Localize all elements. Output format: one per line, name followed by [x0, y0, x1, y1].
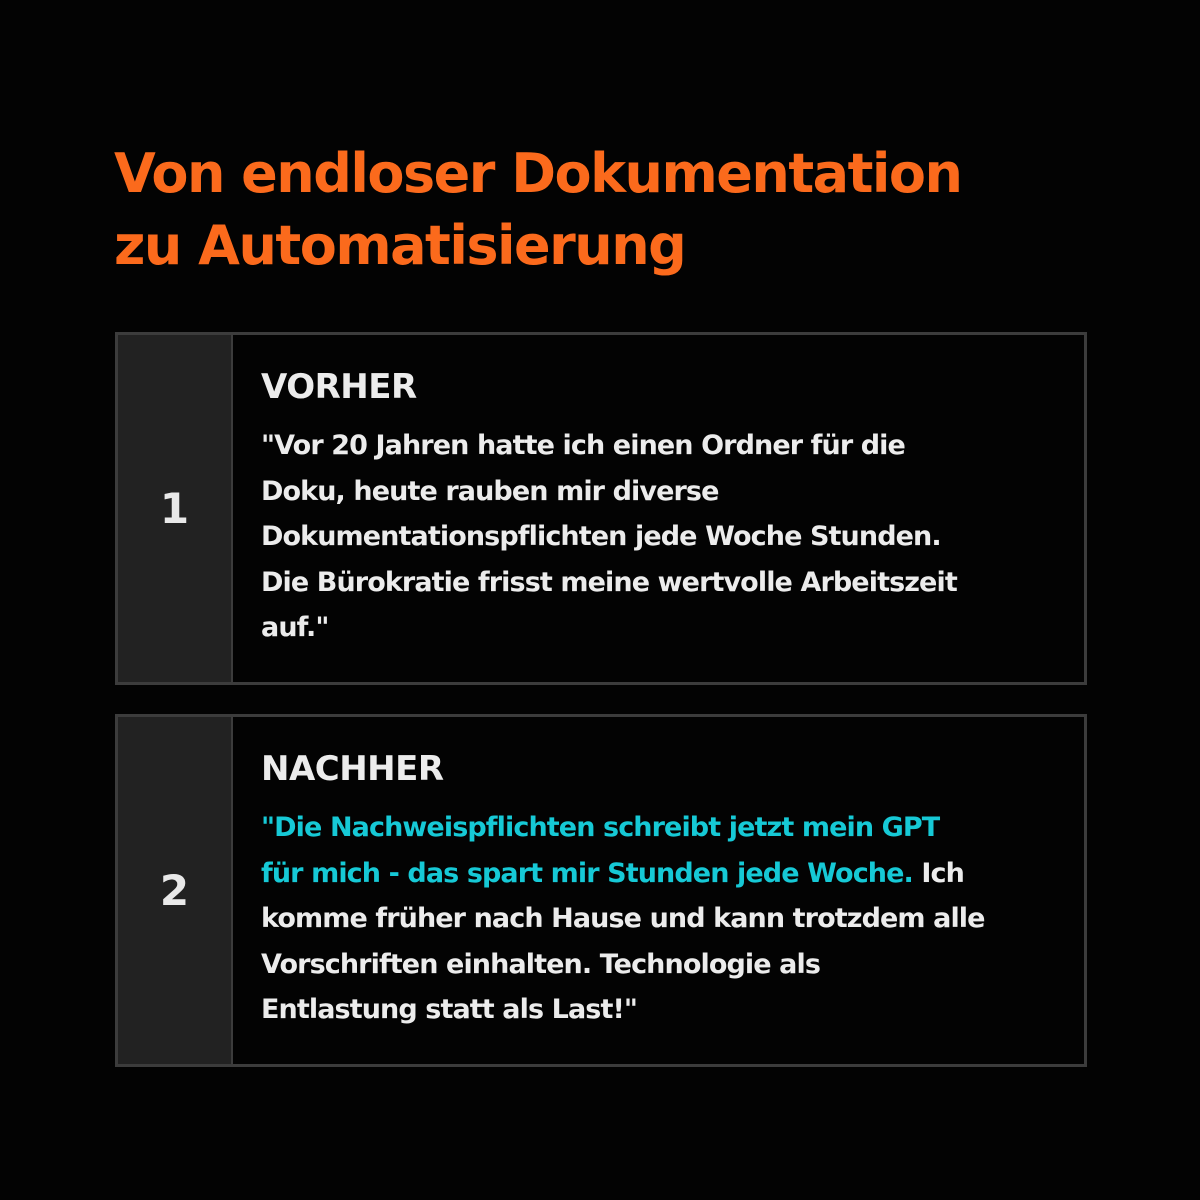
page-title-line-1: Von endloser Dokumentation [114, 142, 962, 205]
before-card [115, 332, 1087, 685]
after-card [115, 714, 1087, 1067]
card-label-vorher: VORHER [261, 367, 417, 407]
quote-line: Die Bürokratie frisst meine wertvolle Arbeitszeit [261, 566, 957, 598]
after-quote [261, 805, 1070, 1033]
step-number: 2 [118, 717, 233, 1064]
quote-highlight-line: "Die Nachweispflichten schreibt jetzt mein GPT [261, 812, 940, 843]
before-quote [261, 423, 1070, 651]
quote-text: Ich [912, 857, 964, 889]
quote-line: Vorschriften einhalten. Technologie als [261, 948, 821, 980]
step-number: 1 [118, 335, 233, 682]
card-content [233, 335, 1084, 682]
page-title [114, 138, 1114, 282]
quote-line-mixed [261, 851, 1070, 897]
quote-line: Entlastung statt als Last!" [261, 994, 638, 1025]
card-content [233, 717, 1084, 1064]
quote-line: Doku, heute rauben mir diverse [261, 475, 719, 507]
quote-line: "Vor 20 Jahren hatte ich einen Ordner für die [261, 430, 905, 461]
card-label-nachher: NACHHER [261, 749, 444, 789]
quote-line: komme früher nach Hause und kann trotzdem alle [261, 903, 985, 934]
page-title-line-2: zu Automatisierung [114, 214, 686, 277]
quote-line: auf." [261, 612, 329, 643]
quote-highlight-text: für mich - das spart mir Stunden jede Woche. [261, 857, 913, 889]
quote-line: Dokumentationspflichten jede Woche Stunden. [261, 521, 941, 552]
